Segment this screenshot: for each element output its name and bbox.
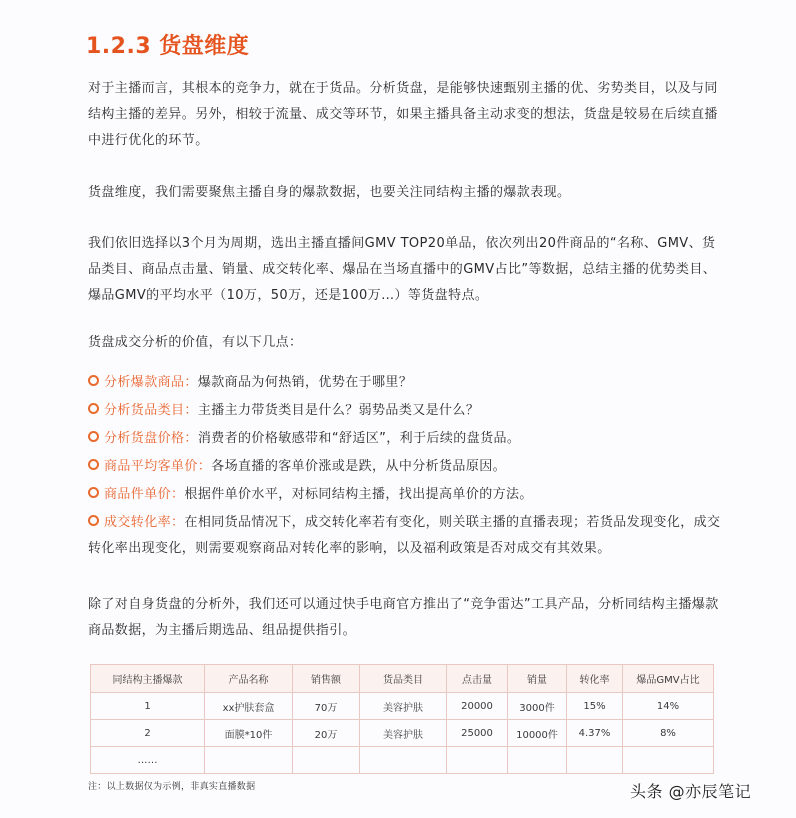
bullet-key: 成交转化率 bbox=[104, 515, 172, 530]
circle-bullet-icon bbox=[88, 375, 99, 386]
cell-clicks bbox=[447, 747, 508, 774]
cell-rank: 1 bbox=[91, 693, 205, 720]
cell-rank: 2 bbox=[91, 720, 205, 747]
bullet-text: 主播主力带货类目是什么？弱势品类又是什么？ bbox=[197, 403, 480, 418]
cell-clicks: 20000 bbox=[447, 693, 508, 720]
bullet-key: 商品平均客单价 bbox=[104, 459, 198, 474]
circle-bullet-icon bbox=[88, 459, 99, 470]
bullet-item bbox=[88, 454, 728, 480]
circle-bullet-icon bbox=[88, 431, 99, 442]
bullet-item bbox=[88, 398, 728, 424]
cell-sales-amount: 70万 bbox=[293, 693, 360, 720]
cell-gmv-share: 8% bbox=[623, 720, 714, 747]
cell-sales-volume: 10000件 bbox=[508, 720, 567, 747]
cell-sales-amount bbox=[293, 747, 360, 774]
col-header-sales-amount: 销售额 bbox=[293, 665, 360, 693]
cell-conversion: 4.37% bbox=[567, 720, 623, 747]
cell-gmv-share: 14% bbox=[623, 693, 714, 720]
cell-category: 美容护肤 bbox=[360, 720, 447, 747]
bullet-separator: ： bbox=[184, 431, 198, 446]
col-header-sales-volume: 销量 bbox=[508, 665, 567, 693]
table-header-row bbox=[91, 665, 714, 693]
bullet-key: 分析货盘价格 bbox=[104, 431, 185, 446]
circle-bullet-icon bbox=[88, 515, 99, 526]
cell-product-name: 面膜*10件 bbox=[205, 720, 293, 747]
paragraph-intro: 对于主播而言，其根本的竞争力，就在于货品。分析货盘，是能够快速甄别主播的优、劣势类目，以及与同结构主播的差异。另外，相较于流量、成交等环节，如果主播具备主动求变的想法，货盘是较易在后续直播中进行优化的环节。 bbox=[88, 81, 718, 148]
paragraph-competition-radar: 除了对自身货盘的分析外，我们还可以通过快手电商官方推出了“竞争雷达”工具产品，分析同结构主播爆款商品数据，为主播后期选品、组品提供指引。 bbox=[88, 597, 719, 638]
cell-rank: …… bbox=[91, 747, 205, 774]
bullet-key: 商品件单价 bbox=[104, 487, 172, 502]
cell-product-name bbox=[205, 747, 293, 774]
cell-sales-amount: 20万 bbox=[293, 720, 360, 747]
cell-clicks: 25000 bbox=[447, 720, 508, 747]
bullet-text: 各场直播的客单价涨或是跌，从中分析货品原因。 bbox=[211, 459, 507, 474]
cell-conversion: 15% bbox=[567, 693, 623, 720]
table-row bbox=[91, 693, 714, 720]
circle-bullet-icon bbox=[88, 403, 99, 414]
watermark: 头条 @亦辰笔记 bbox=[630, 782, 752, 801]
circle-bullet-icon bbox=[88, 487, 99, 498]
bullet-separator: ： bbox=[171, 487, 185, 502]
col-header-conversion: 转化率 bbox=[567, 665, 623, 693]
bullet-text: 爆款商品为何热销，优势在于哪里？ bbox=[197, 375, 413, 390]
col-header-category: 货品类目 bbox=[360, 665, 447, 693]
col-header-peer-bestseller: 同结构主播爆款 bbox=[91, 665, 205, 693]
bullet-text: 根据件单价水平，对标同结构主播，找出提高单价的方法。 bbox=[184, 487, 533, 502]
cell-sales-volume: 3000件 bbox=[508, 693, 567, 720]
bullet-item bbox=[88, 482, 728, 508]
paragraph-method: 我们依旧选择以3个月为周期，选出主播直播间GMV TOP20单品，依次列出20件商品的“名称、GMV、货品类目、商品点击量、销量、成交转化率、爆品在当场直播中的GMV占比”等数据，总结主播的优势类目、爆品GMV的平均水平（10万，50万，还是100万…）等货盘特点。 bbox=[88, 236, 717, 303]
col-header-gmv-share: 爆品GMV占比 bbox=[623, 665, 714, 693]
bullet-separator: ： bbox=[171, 515, 185, 530]
bullet-separator: ： bbox=[184, 375, 198, 390]
table-row bbox=[91, 720, 714, 747]
col-header-product-name: 产品名称 bbox=[205, 665, 293, 693]
col-header-clicks: 点击量 bbox=[447, 665, 508, 693]
cell-conversion bbox=[567, 747, 623, 774]
paragraph-value-intro: 货盘成交分析的价值，有以下几点： bbox=[88, 335, 303, 350]
section-title: 1.2.3 货盘维度 bbox=[86, 34, 250, 59]
paragraph-dimension: 货盘维度，我们需要聚焦主播自身的爆款数据，也要关注同结构主播的爆款表现。 bbox=[88, 185, 571, 200]
bullet-text: 在相同货品情况下，成交转化率若有变化，则关联主播的直播表现；若货品发现变化，成交转化率出现变化，则需要观察商品对转化率的影响，以及福利政策是否对成交有其效果。 bbox=[88, 515, 721, 556]
cell-sales-volume bbox=[508, 747, 567, 774]
bullet-item bbox=[88, 370, 728, 396]
bullet-key: 分析爆款商品 bbox=[104, 375, 185, 390]
bullet-item bbox=[88, 426, 728, 452]
bullet-text: 消费者的价格敏感带和“舒适区”，利于后续的盘货品。 bbox=[197, 431, 521, 446]
bullet-separator: ： bbox=[197, 459, 212, 474]
cell-product-name: xx护肤套盒 bbox=[205, 693, 293, 720]
table-footnote: 注：以上数据仅为示例，非真实直播数据 bbox=[88, 782, 256, 792]
bullet-item bbox=[88, 510, 728, 562]
bestseller-table bbox=[90, 664, 714, 774]
cell-category bbox=[360, 747, 447, 774]
value-bullet-list bbox=[88, 370, 728, 564]
cell-gmv-share bbox=[623, 747, 714, 774]
table-row bbox=[91, 747, 714, 774]
bullet-separator: ： bbox=[184, 403, 198, 418]
cell-category: 美容护肤 bbox=[360, 693, 447, 720]
bullet-key: 分析货品类目 bbox=[104, 403, 185, 418]
